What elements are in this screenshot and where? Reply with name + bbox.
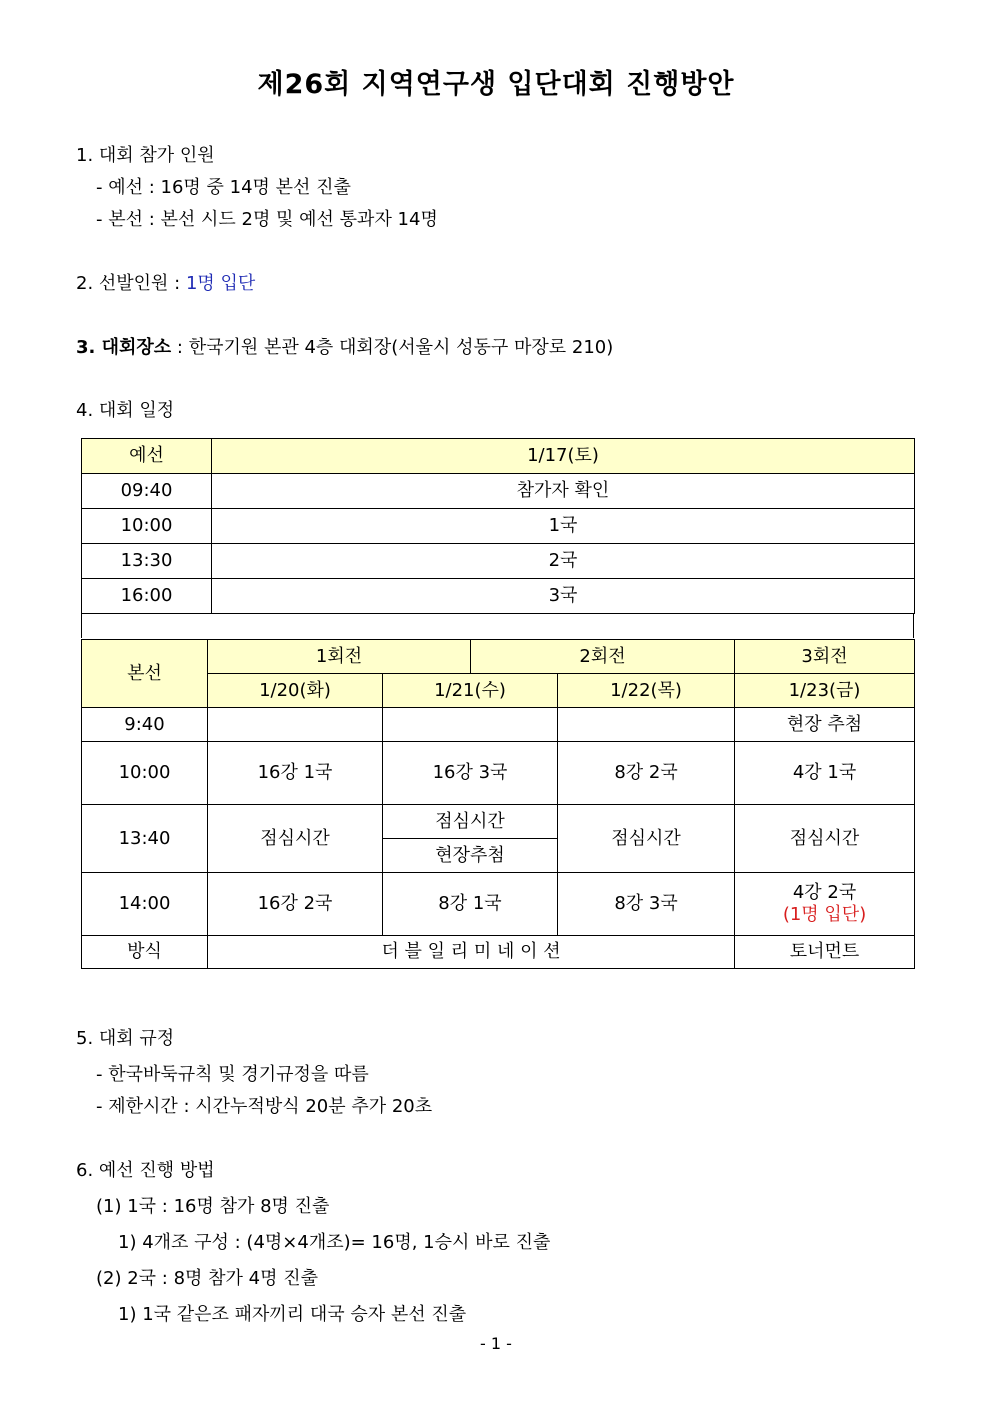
document-title: 제26회 지역연구생 입단대회 진행방안 xyxy=(257,69,735,100)
draw-cell: 현장 추첨 xyxy=(735,708,915,742)
section-6-line: 1) 1국 같은조 패자끼리 대국 승자 본선 진출 xyxy=(118,1304,467,1325)
table-row xyxy=(82,509,915,544)
table-row xyxy=(82,474,915,509)
match-cell: 8강 3국 xyxy=(558,873,735,936)
table-row xyxy=(82,805,915,839)
match-cell: 16강 3국 xyxy=(383,742,558,805)
time-cell: 09:40 xyxy=(82,474,212,509)
section-6-line: 1) 4개조 구성 : (4명×4개조)= 16명, 1승시 바로 진출 xyxy=(118,1232,551,1253)
match-cell: 4강 1국 xyxy=(735,742,915,805)
event-cell: 2국 xyxy=(212,544,915,579)
section-5-heading: 5. 대회 규정 xyxy=(76,1028,175,1049)
event-cell: 3국 xyxy=(212,579,915,614)
selection-count: 1명 입단 xyxy=(185,273,256,294)
time-cell: 10:00 xyxy=(82,742,208,805)
lunch-cell: 점심시간 xyxy=(735,805,915,873)
prelim-label: 예선 xyxy=(82,439,212,474)
date-cell: 1/21(수) xyxy=(383,674,558,708)
section-3 xyxy=(76,335,613,361)
final-match-cell xyxy=(735,873,915,936)
lunch-cell: 점심시간 xyxy=(383,805,558,839)
round-2-header: 2회전 xyxy=(471,640,735,674)
time-cell: 10:00 xyxy=(82,509,212,544)
round-1-header: 1회전 xyxy=(208,640,471,674)
section-5-item: - 제한시간 : 시간누적방식 20분 추가 20초 xyxy=(96,1096,433,1117)
method-double-elimination: 더 블 일 리 미 네 이 션 xyxy=(208,936,735,969)
table-row xyxy=(82,544,915,579)
table-row xyxy=(82,579,915,614)
table-row xyxy=(82,708,915,742)
empty-cell xyxy=(558,708,735,742)
venue: : 한국기원 본관 4층 대회장(서울시 성동구 마장로 210) xyxy=(176,337,614,358)
prelim-schedule-table xyxy=(81,438,915,614)
time-cell: 16:00 xyxy=(82,579,212,614)
main-schedule-table xyxy=(81,639,915,969)
final-match: 4강 2국 xyxy=(792,882,857,903)
date-cell: 1/23(금) xyxy=(735,674,915,708)
time-cell: 13:40 xyxy=(82,805,208,873)
match-cell: 8강 2국 xyxy=(558,742,735,805)
date-cell: 1/20(화) xyxy=(208,674,383,708)
draw-cell: 현장추첨 xyxy=(383,839,558,873)
table-row xyxy=(82,742,915,805)
section-1-heading: 1. 대회 참가 인원 xyxy=(76,145,215,166)
section-6-line: (1) 1국 : 16명 참가 8명 진출 xyxy=(96,1196,330,1217)
lunch-cell: 점심시간 xyxy=(208,805,383,873)
section-2 xyxy=(76,271,255,297)
section-4-heading: 4. 대회 일정 xyxy=(76,400,175,421)
section-6-line: (2) 2국 : 8명 참가 4명 진출 xyxy=(96,1268,318,1289)
event-cell: 참가자 확인 xyxy=(212,474,915,509)
section-3-heading: 3. 대회장소 xyxy=(76,337,172,358)
section-2-heading: 2. 선발인원 : xyxy=(76,273,181,294)
section-1-item: - 예선 : 16명 중 14명 본선 진출 xyxy=(96,177,351,198)
table-row xyxy=(82,640,915,674)
main-label: 본선 xyxy=(82,640,208,708)
time-cell: 13:30 xyxy=(82,544,212,579)
section-5-item: - 한국바둑규칙 및 경기규정을 따름 xyxy=(96,1064,369,1085)
table-spacer xyxy=(81,613,914,638)
method-label: 방식 xyxy=(82,936,208,969)
table-row xyxy=(82,873,915,936)
event-cell: 1국 xyxy=(212,509,915,544)
lunch-cell: 점심시간 xyxy=(558,805,735,873)
promotion-note: (1명 입단) xyxy=(782,904,867,925)
match-cell: 8강 1국 xyxy=(383,873,558,936)
match-cell: 16강 2국 xyxy=(208,873,383,936)
match-cell: 16강 1국 xyxy=(208,742,383,805)
time-cell: 14:00 xyxy=(82,873,208,936)
empty-cell xyxy=(208,708,383,742)
time-cell: 9:40 xyxy=(82,708,208,742)
section-6-heading: 6. 예선 진행 방법 xyxy=(76,1160,215,1181)
prelim-date: 1/17(토) xyxy=(212,439,915,474)
date-cell: 1/22(목) xyxy=(558,674,735,708)
table-row xyxy=(82,936,915,969)
page-number: - 1 - xyxy=(480,1334,512,1353)
table-row xyxy=(82,439,915,474)
method-tournament: 토너먼트 xyxy=(735,936,915,969)
round-3-header: 3회전 xyxy=(735,640,915,674)
empty-cell xyxy=(383,708,558,742)
section-1-item: - 본선 : 본선 시드 2명 및 예선 통과자 14명 xyxy=(96,209,438,230)
